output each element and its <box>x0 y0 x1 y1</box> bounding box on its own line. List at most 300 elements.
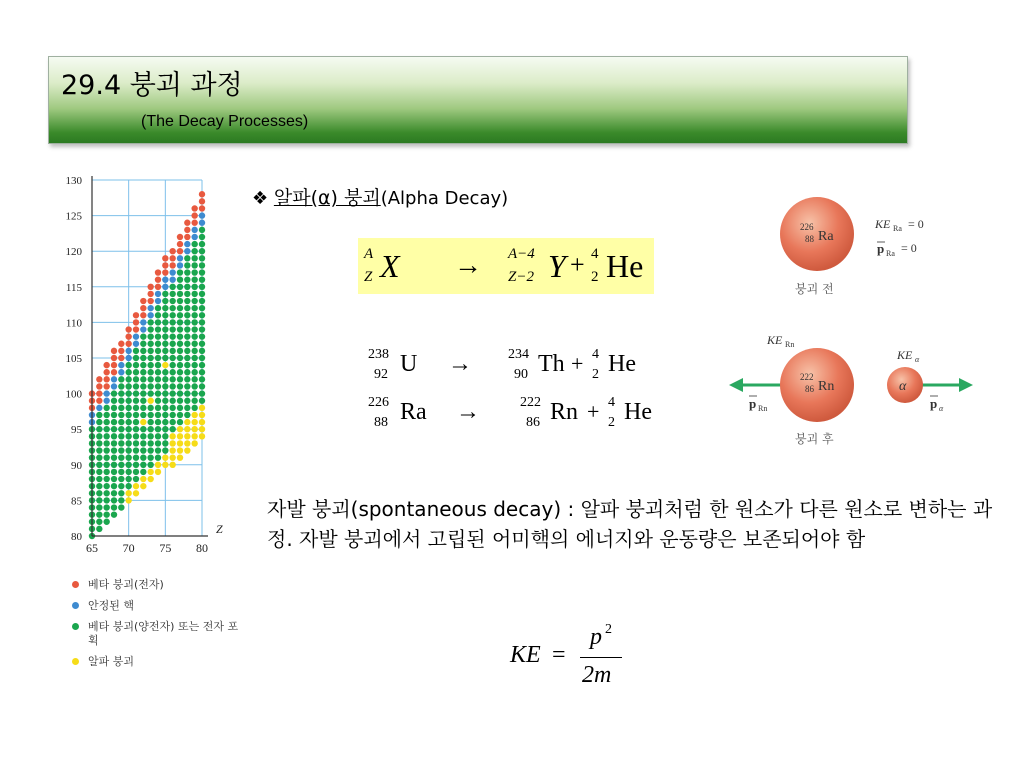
chart-point <box>118 504 124 510</box>
chart-point <box>184 398 190 404</box>
chart-point <box>147 447 153 453</box>
chart-point <box>125 476 131 482</box>
chart-point <box>199 383 205 389</box>
chart-point <box>199 326 205 332</box>
chart-point <box>147 412 153 418</box>
chart-point <box>155 326 161 332</box>
chart-point <box>184 284 190 290</box>
chart-point <box>162 333 168 339</box>
chart-point <box>125 440 131 446</box>
rn-arrowhead <box>729 378 743 392</box>
chart-point <box>177 234 183 240</box>
chart-point <box>162 426 168 432</box>
chart-point <box>169 269 175 275</box>
chart-point <box>162 405 168 411</box>
reaction-he-atomic: 2 <box>592 367 599 382</box>
reaction-he-atomic: 2 <box>608 415 615 430</box>
chart-point <box>125 376 131 382</box>
ke-equals: = <box>552 642 566 668</box>
ke-ra-sub: Ra <box>893 224 902 233</box>
chart-point <box>96 405 102 411</box>
chart-point <box>191 305 197 311</box>
chart-point <box>103 405 109 411</box>
formula-plus: + <box>570 250 585 279</box>
chart-point <box>155 454 161 460</box>
chart-point <box>118 454 124 460</box>
formula-helium: He <box>606 248 644 284</box>
chart-point <box>191 241 197 247</box>
chart-point <box>177 298 183 304</box>
chart-point <box>96 462 102 468</box>
chart-point <box>199 220 205 226</box>
chart-point <box>177 390 183 396</box>
chart-point <box>140 348 146 354</box>
y-tick-label: 85 <box>71 495 82 508</box>
chart-point <box>118 376 124 382</box>
chart-point <box>155 276 161 282</box>
chart-point <box>169 333 175 339</box>
chart-point <box>199 426 205 432</box>
ke-numerator-exponent: 2 <box>605 622 612 637</box>
chart-point <box>96 497 102 503</box>
reaction-helium: He <box>624 399 652 425</box>
chart-point <box>96 419 102 425</box>
chart-point <box>162 355 168 361</box>
chart-point <box>191 248 197 254</box>
chart-point <box>133 419 139 425</box>
chart-point <box>162 390 168 396</box>
chart-point <box>199 433 205 439</box>
chart-point <box>184 227 190 233</box>
formula-mass-number: A <box>364 246 374 262</box>
chart-point <box>125 426 131 432</box>
formula-he-atomic: 2 <box>591 269 599 285</box>
chart-point <box>169 398 175 404</box>
chart-point <box>111 433 117 439</box>
chart-point <box>118 412 124 418</box>
radon-nucleus <box>780 348 854 422</box>
reaction-parent-mass: 238 <box>368 347 389 362</box>
chart-point <box>177 248 183 254</box>
chart-point <box>177 341 183 347</box>
chart-point <box>169 298 175 304</box>
chart-point <box>184 298 190 304</box>
chart-point <box>169 284 175 290</box>
chart-point <box>199 198 205 204</box>
chart-point <box>169 419 175 425</box>
formula-parent: X <box>380 248 400 284</box>
chart-point <box>125 462 131 468</box>
ra-symbol: Ra <box>818 229 834 244</box>
chart-point <box>199 255 205 261</box>
chart-point <box>111 355 117 361</box>
chart-point <box>177 269 183 275</box>
chart-point <box>103 490 109 496</box>
chart-point <box>184 355 190 361</box>
chart-point <box>184 255 190 261</box>
chart-point <box>162 284 168 290</box>
chart-point <box>155 319 161 325</box>
chart-point <box>177 333 183 339</box>
chart-point <box>118 383 124 389</box>
chart-point <box>177 376 183 382</box>
chart-point <box>162 398 168 404</box>
chart-point <box>199 355 205 361</box>
chart-point <box>118 369 124 375</box>
chart-point <box>199 419 205 425</box>
chart-point <box>118 433 124 439</box>
chart-point <box>103 426 109 432</box>
chart-point <box>155 398 161 404</box>
chart-point <box>191 390 197 396</box>
y-tick-label: 130 <box>65 175 82 187</box>
chart-point <box>184 262 190 268</box>
chart-point <box>191 255 197 261</box>
chart-point <box>103 504 109 510</box>
ra-mass: 226 <box>800 222 814 232</box>
legend-dot <box>72 658 79 665</box>
chart-point <box>147 362 153 368</box>
chart-point <box>199 369 205 375</box>
chart-point <box>133 462 139 468</box>
chart-point <box>133 312 139 318</box>
chart-point <box>111 483 117 489</box>
chart-point <box>111 497 117 503</box>
y-tick-label: 105 <box>65 353 82 365</box>
chart-point <box>177 454 183 460</box>
chart-point <box>96 383 102 389</box>
chart-point <box>96 476 102 482</box>
chart-point <box>133 483 139 489</box>
chart-point <box>184 248 190 254</box>
y-tick-label: 80 <box>71 531 82 543</box>
chart-point <box>118 348 124 354</box>
chart-point <box>147 476 153 482</box>
chart-point <box>125 454 131 460</box>
chart-point <box>162 262 168 268</box>
chart-point <box>191 269 197 275</box>
chart-point <box>125 390 131 396</box>
y-tick-label: 90 <box>71 459 82 472</box>
chart-point <box>103 412 109 418</box>
chart-point <box>155 298 161 304</box>
chart-legend <box>72 578 248 676</box>
chart-point <box>169 312 175 318</box>
legend-label: 알파 붕괴 <box>88 655 135 668</box>
chart-point <box>191 227 197 233</box>
chart-point <box>103 497 109 503</box>
rn-atomic: 86 <box>805 384 814 394</box>
reaction-parent: U <box>400 351 418 377</box>
reaction-parent-mass: 226 <box>368 395 389 410</box>
chart-point <box>162 362 168 368</box>
chart-point <box>199 205 205 211</box>
reaction-daughter: Rn <box>550 399 579 425</box>
chart-point <box>103 469 109 475</box>
chart-point <box>133 476 139 482</box>
formula-daughter-atomic: Z−2 <box>508 269 534 285</box>
chart-point <box>111 369 117 375</box>
chart-point <box>169 390 175 396</box>
reaction-parent-atomic: 88 <box>374 415 388 430</box>
chart-point <box>162 369 168 375</box>
chart-point <box>133 433 139 439</box>
chart-point <box>177 312 183 318</box>
chart-point <box>133 319 139 325</box>
chart-point <box>140 440 146 446</box>
chart-point <box>169 426 175 432</box>
chart-point <box>162 269 168 275</box>
p-rn-sub: Rn <box>758 404 768 413</box>
chart-point <box>199 284 205 290</box>
chart-point <box>177 291 183 297</box>
chart-point <box>169 248 175 254</box>
ke-ra-label: KE <box>875 217 891 231</box>
chart-point <box>191 419 197 425</box>
chart-point <box>111 511 117 517</box>
reaction-parent-atomic: 92 <box>374 367 388 382</box>
p-alpha-sub: α <box>939 404 944 413</box>
chart-point <box>147 326 153 332</box>
chart-point <box>147 284 153 290</box>
chart-point <box>155 312 161 318</box>
chart-point <box>111 454 117 460</box>
chart-point <box>118 497 124 503</box>
ke-lhs: KE <box>510 642 541 668</box>
chart-point <box>147 433 153 439</box>
chart-point <box>103 398 109 404</box>
chart-point <box>155 355 161 361</box>
chart-point <box>184 319 190 325</box>
chart-point <box>177 262 183 268</box>
chart-point <box>111 390 117 396</box>
chart-point <box>103 519 109 525</box>
chart-point <box>111 447 117 453</box>
chart-point <box>177 348 183 354</box>
chart-point <box>103 462 109 468</box>
chart-point <box>184 241 190 247</box>
chart-point <box>177 412 183 418</box>
chart-point <box>140 412 146 418</box>
chart-point <box>184 362 190 368</box>
chart-point <box>184 426 190 432</box>
chart-point <box>184 447 190 453</box>
chart-point <box>111 405 117 411</box>
p-rn-label: p <box>749 396 757 411</box>
chart-point <box>133 426 139 432</box>
chart-point <box>155 405 161 411</box>
chart-point <box>118 426 124 432</box>
chart-point <box>118 405 124 411</box>
ke-ra-value: = 0 <box>908 217 924 231</box>
chart-point <box>199 412 205 418</box>
chart-point <box>125 383 131 389</box>
chart-point <box>96 390 102 396</box>
chart-point <box>199 405 205 411</box>
chart-point <box>140 447 146 453</box>
chart-point <box>147 462 153 468</box>
chart-point <box>125 398 131 404</box>
ke-alpha-sub: α <box>915 355 920 364</box>
chart-point <box>155 440 161 446</box>
chart-point <box>199 291 205 297</box>
chart-point <box>199 376 205 382</box>
chart-point <box>199 269 205 275</box>
chart-point <box>103 376 109 382</box>
chart-dots <box>89 191 205 539</box>
chart-point <box>125 341 131 347</box>
chart-point <box>140 326 146 332</box>
chart-point <box>96 490 102 496</box>
chart-point <box>155 383 161 389</box>
chart-point <box>147 419 153 425</box>
chart-point <box>184 412 190 418</box>
before-caption: 붕괴 전 <box>795 282 834 296</box>
chart-point <box>169 447 175 453</box>
chart-point <box>199 341 205 347</box>
general-decay-formula <box>358 238 654 294</box>
chart-point <box>169 462 175 468</box>
chart-point <box>118 476 124 482</box>
chart-point <box>133 490 139 496</box>
chart-point <box>177 276 183 282</box>
chart-point <box>169 369 175 375</box>
chart-point <box>184 269 190 275</box>
reaction-he-mass: 4 <box>608 395 615 410</box>
chart-point <box>133 348 139 354</box>
chart-point <box>103 447 109 453</box>
chart-point <box>177 440 183 446</box>
chart-point <box>162 383 168 389</box>
alpha-symbol: α <box>899 379 907 394</box>
chart-point <box>147 333 153 339</box>
chart-point <box>125 447 131 453</box>
chart-point <box>162 348 168 354</box>
chart-point <box>125 355 131 361</box>
chart-point <box>177 383 183 389</box>
fraction-bar <box>580 657 622 658</box>
chart-point <box>147 398 153 404</box>
chart-point <box>191 276 197 282</box>
chart-point <box>111 376 117 382</box>
heading-korean: 알파(α) 붕괴 <box>273 187 381 209</box>
chart-point <box>103 419 109 425</box>
formula-daughter: Y <box>548 248 566 284</box>
y-tick-label: 125 <box>65 210 82 223</box>
chart-point <box>147 319 153 325</box>
reaction-arrow: → <box>448 351 472 377</box>
chart-point <box>177 405 183 411</box>
chart-point <box>169 355 175 361</box>
chart-point <box>125 369 131 375</box>
chart-point <box>191 333 197 339</box>
legend-dot <box>72 581 79 588</box>
chart-point <box>125 362 131 368</box>
chart-point <box>191 312 197 318</box>
chart-point <box>162 447 168 453</box>
chart-point <box>191 291 197 297</box>
nuclide-chart <box>58 170 238 570</box>
chart-point <box>184 390 190 396</box>
chart-point <box>199 227 205 233</box>
chart-point <box>169 376 175 382</box>
chart-point <box>191 383 197 389</box>
chart-point <box>177 426 183 432</box>
chart-point <box>184 440 190 446</box>
chart-point <box>96 398 102 404</box>
section-heading <box>252 183 508 210</box>
chart-point <box>162 305 168 311</box>
chart-point <box>169 255 175 261</box>
reaction-arrow: → <box>456 399 480 425</box>
chart-point <box>140 483 146 489</box>
reaction-parent: Ra <box>400 399 427 425</box>
ke-numerator: p <box>590 624 602 650</box>
chart-point <box>125 333 131 339</box>
chart-point <box>133 355 139 361</box>
chart-point <box>199 298 205 304</box>
chart-point <box>169 291 175 297</box>
chart-point <box>125 433 131 439</box>
chart-point <box>184 305 190 311</box>
chart-point <box>140 405 146 411</box>
chart-point <box>155 333 161 339</box>
chart-point <box>184 291 190 297</box>
chart-point <box>140 355 146 361</box>
chart-point <box>155 376 161 382</box>
chart-point <box>169 341 175 347</box>
chart-point <box>111 383 117 389</box>
chart-point <box>199 262 205 268</box>
chart-point <box>118 447 124 453</box>
chart-point <box>111 476 117 482</box>
chart-point <box>177 284 183 290</box>
chart-point <box>199 398 205 404</box>
chart-point <box>140 462 146 468</box>
chart-point <box>199 390 205 396</box>
chart-point <box>184 234 190 240</box>
chart-point <box>111 462 117 468</box>
chart-point <box>133 333 139 339</box>
chart-point <box>147 426 153 432</box>
chart-point <box>177 255 183 261</box>
chart-point <box>140 433 146 439</box>
chart-point <box>125 412 131 418</box>
chart-point <box>191 284 197 290</box>
chart-point <box>103 369 109 375</box>
chart-point <box>147 291 153 297</box>
chart-point <box>191 433 197 439</box>
chart-point <box>199 241 205 247</box>
chart-point <box>162 433 168 439</box>
chart-point <box>96 433 102 439</box>
chart-point <box>177 305 183 311</box>
formula-arrow: → <box>454 250 482 281</box>
chart-point <box>103 440 109 446</box>
chart-point <box>140 319 146 325</box>
chart-point <box>162 412 168 418</box>
chart-point <box>184 341 190 347</box>
chart-point <box>162 298 168 304</box>
chart-point <box>118 490 124 496</box>
chart-point <box>184 376 190 382</box>
reaction-daughter: Th <box>538 351 565 377</box>
y-tick-label: 100 <box>65 388 82 401</box>
after-caption: 붕괴 후 <box>795 432 834 446</box>
chart-point <box>118 462 124 468</box>
chart-point <box>118 469 124 475</box>
chart-point <box>111 504 117 510</box>
